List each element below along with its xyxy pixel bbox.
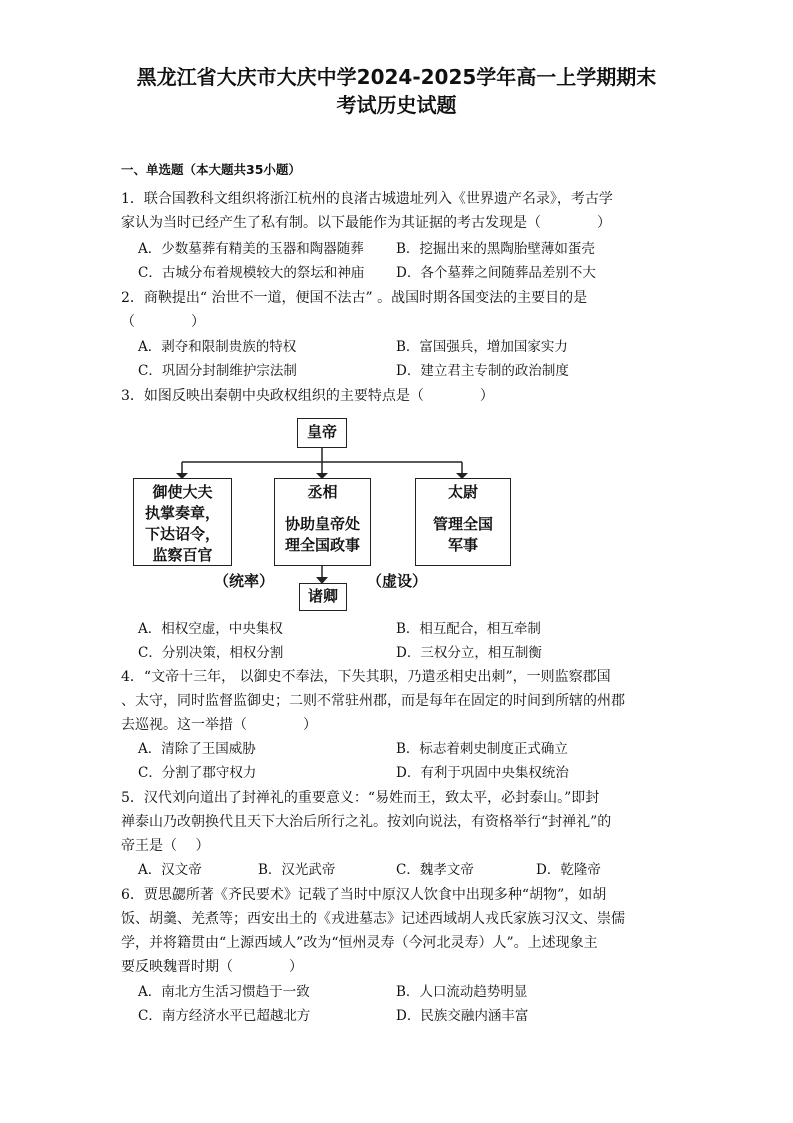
q6-stem-line3: 学，并将籍贯由“上源西域人”改为“恒州灵寿（今河北灵寿）人”。上述现象主	[121, 935, 598, 951]
q6-option-c: C．南方经济水平已超越北方	[138, 1008, 311, 1024]
q6-stem-line2: 饭、胡羹、羌煮等；西安出土的《戎进墓志》记述西域胡人戎氏家族习汉文、崇儒	[121, 911, 625, 927]
q4-option-a: A．清除了王国威胁	[138, 741, 256, 757]
q4-option-d: D．有利于巩固中央集权统治	[396, 765, 569, 781]
zhuqing-box: 诸卿	[299, 583, 347, 611]
q6-stem-line4: 要反映魏晋时期（ ）	[121, 959, 303, 975]
q4-option-b: B．标志着刺史制度正式确立	[396, 741, 568, 757]
exam-title-line1: 黑龙江省大庆市大庆中学2024-2025学年高一上学期期末	[136, 65, 657, 89]
yushi-box	[133, 478, 232, 566]
q2-option-b: B．富国强兵，增加国家实力	[396, 339, 568, 355]
q2-option-c: C．巩固分封制维护宗法制	[138, 363, 297, 379]
q3-option-d: D．三权分立，相互制衡	[396, 645, 542, 661]
q2-option-a: A．剥夺和限制贵族的特权	[138, 339, 297, 355]
yushi-desc-1: 执掌奏章，	[144, 504, 220, 522]
q3-option-b: B．相互配合，相互牵制	[396, 621, 541, 637]
q4-stem-line3: 去巡视。这一举措（ ）	[121, 717, 317, 733]
q1-option-a: A．少数墓葬有精美的玉器和陶器随葬	[138, 241, 364, 257]
q2-stem-line2: （ ）	[121, 314, 205, 330]
section-heading: 一、单选题（本大题共35小题）	[121, 162, 301, 177]
q5-option-a: A．汉文帝	[138, 862, 202, 878]
chengxiang-desc-1: 协助皇帝处	[284, 515, 360, 533]
q2-stem-line1: 2．商鞅提出“ 治世不一道，便国不法古” 。战国时期各国变法的主要目的是	[121, 290, 588, 306]
q1-option-b: B．挖掘出来的黑陶胎壁薄如蛋壳	[396, 241, 595, 257]
q4-option-c: C．分割了郡守权力	[138, 765, 257, 781]
q4-stem-line2: 、太守，同时监督监御史；二则不常驻州郡，而是每年在固定的时间到所辖的州郡	[121, 693, 625, 709]
q4-stem-line1: 4．“文帝十三年， 以御史不奉法，下失其职，乃遣丞相史出刺”，一则监察郡国	[121, 669, 611, 685]
emperor-box: 皇帝	[297, 418, 347, 448]
q1-stem-line1: 1．联合国教科文组织将浙江杭州的良渚古城遗址列入《世界遗产名录》，考古学	[121, 191, 613, 207]
q1-option-d: D．各个墓葬之间随葬品差别不大	[396, 265, 596, 281]
q5-option-b: B．汉光武帝	[258, 862, 336, 878]
taiwei-desc-2: 军事	[447, 536, 478, 554]
q6-stem-line1: 6．贾思勰所著《齐民要术》记载了当时中原汉人饮食中出现多种“胡物”，如胡	[121, 887, 607, 903]
q5-stem-line1: 5．汉代刘向道出了封禅礼的重要意义：“易姓而王，致太平，必封泰山。”即封	[121, 790, 600, 806]
q5-option-d: D．乾隆帝	[536, 862, 601, 878]
chengxiang-title: 丞相	[307, 483, 338, 501]
q3-stem: 3．如图反映出秦朝中央政权组织的主要特点是（ ）	[121, 388, 494, 404]
q6-option-d: D．民族交融内涵丰富	[396, 1008, 529, 1024]
q1-stem-line2: 家认为当时已经产生了私有制。以下最能作为其证据的考古发现是（ ）	[121, 215, 611, 231]
taiwei-desc-1: 管理全国	[432, 515, 493, 533]
q3-option-a: A．相权空虚，中央集权	[138, 621, 283, 637]
xushe-caption: （虚设）	[367, 572, 428, 590]
exam-title-line2: 考试历史试题	[336, 93, 457, 117]
yushi-title: 御使大夫	[152, 483, 213, 501]
q3-option-c: C．分别决策，相权分割	[138, 645, 284, 661]
taiwei-box	[415, 478, 511, 566]
yushi-desc-3: 监察百官	[152, 546, 213, 564]
yushi-desc-2: 下达诏令，	[144, 525, 220, 543]
chengxiang-desc-2: 理全国政事	[284, 536, 360, 554]
q2-option-d: D．建立君主专制的政治制度	[396, 363, 569, 379]
q5-option-c: C．魏孝文帝	[396, 862, 474, 878]
q6-option-b: B．人口流动趋势明显	[396, 984, 528, 1000]
tonglv-caption: （统率）	[214, 572, 275, 590]
q1-option-c: C．古城分布着规模较大的祭坛和神庙	[138, 265, 365, 281]
q6-option-a: A．南北方生活习惯趋于一致	[138, 984, 310, 1000]
q5-stem-line2: 禅泰山乃改朝换代且天下大治后所行之礼。按刘向说法，有资格举行“封禅礼”的	[121, 814, 612, 830]
taiwei-title: 太尉	[447, 483, 478, 501]
chengxiang-box	[274, 478, 371, 566]
q5-stem-line3: 帝王是（ ）	[121, 838, 210, 854]
